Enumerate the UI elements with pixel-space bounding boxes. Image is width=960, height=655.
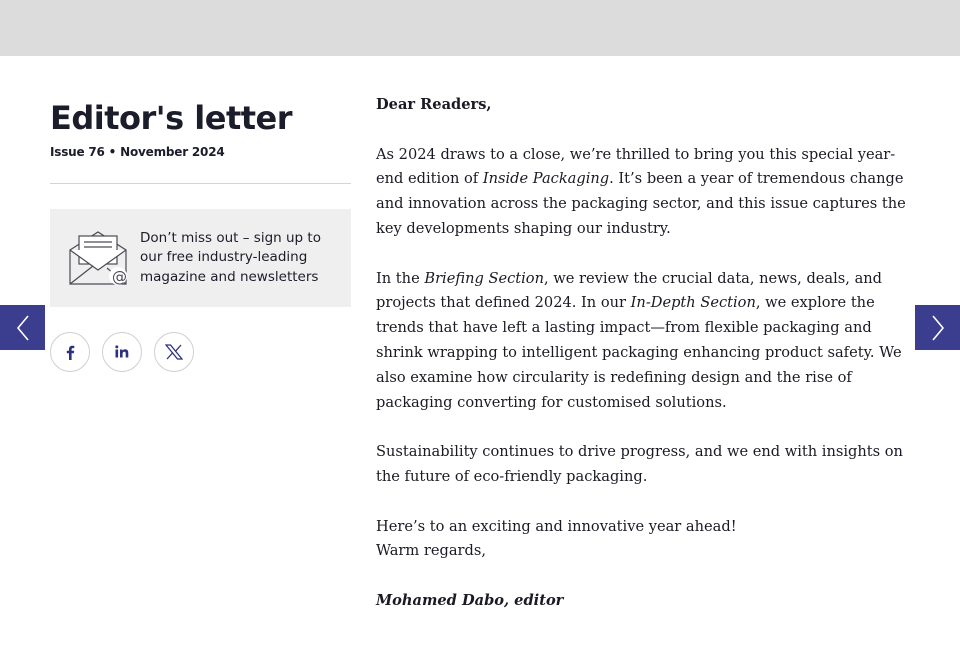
p1-text-b: . It’s been a year of tremendous change and innovation across the packaging sector, and this issue captures the key developments shaping our industry. xyxy=(376,170,906,237)
editor-sidebar xyxy=(50,96,351,372)
letter-paragraph-1 xyxy=(376,143,906,242)
chevron-right-icon xyxy=(931,315,945,341)
editor-letter-body xyxy=(376,93,906,639)
divider xyxy=(50,183,351,184)
newsletter-signup-panel[interactable] xyxy=(50,209,351,307)
facebook-icon xyxy=(63,344,77,360)
svg-text:@: @ xyxy=(112,268,127,286)
letter-regards: Warm regards, xyxy=(376,542,486,560)
letter-greeting: Dear Readers, xyxy=(376,96,492,113)
publication-name: Inside Packaging xyxy=(482,170,610,188)
p2-text-a: In the xyxy=(376,269,425,287)
envelope-newsletter-icon xyxy=(69,230,127,286)
p2-text-b: , we review the crucial data, news, deals, and projects that defined 2024. In our xyxy=(376,269,883,312)
previous-page-button[interactable] xyxy=(0,305,45,350)
letter-signoff: Mohamed Dabo, editor xyxy=(376,591,564,609)
issue-info: Issue 76 • November 2024 xyxy=(50,145,225,159)
chevron-left-icon xyxy=(16,315,30,341)
next-page-button[interactable] xyxy=(915,305,960,350)
social-share-bar xyxy=(50,332,351,372)
page-title: Editor's letter xyxy=(50,99,293,137)
letter-closing-line: Here’s to an exciting and innovative year ahead! xyxy=(376,517,737,535)
letter-paragraph-2 xyxy=(376,267,906,416)
p1-text-a: As 2024 draws to a close, we’re thrilled to bring you this special year-end edition of xyxy=(376,145,896,188)
top-banner-bar xyxy=(0,0,960,56)
briefing-section-name: Briefing Section xyxy=(424,269,544,287)
x-share-button[interactable] xyxy=(154,332,194,372)
facebook-share-button[interactable] xyxy=(50,332,90,372)
in-depth-section-name: In-Depth Section xyxy=(630,294,756,312)
linkedin-icon xyxy=(114,344,130,360)
p2-text-c: , we explore the trends that have left a lasting impact—from flexible packaging and shrink wrapping to intelligent packaging enhancing product safety. We also examine how circularity is redefining design and the rise of packaging converting for customised solutions. xyxy=(376,294,902,411)
linkedin-share-button[interactable] xyxy=(102,332,142,372)
x-twitter-icon xyxy=(165,344,183,360)
letter-paragraph-3: Sustainability continues to drive progress, and we end with insights on the future of eco-friendly packaging. xyxy=(376,443,903,485)
newsletter-signup-text[interactable]: Don’t miss out – sign up to our free industry-leading magazine and newsletters xyxy=(140,229,321,285)
